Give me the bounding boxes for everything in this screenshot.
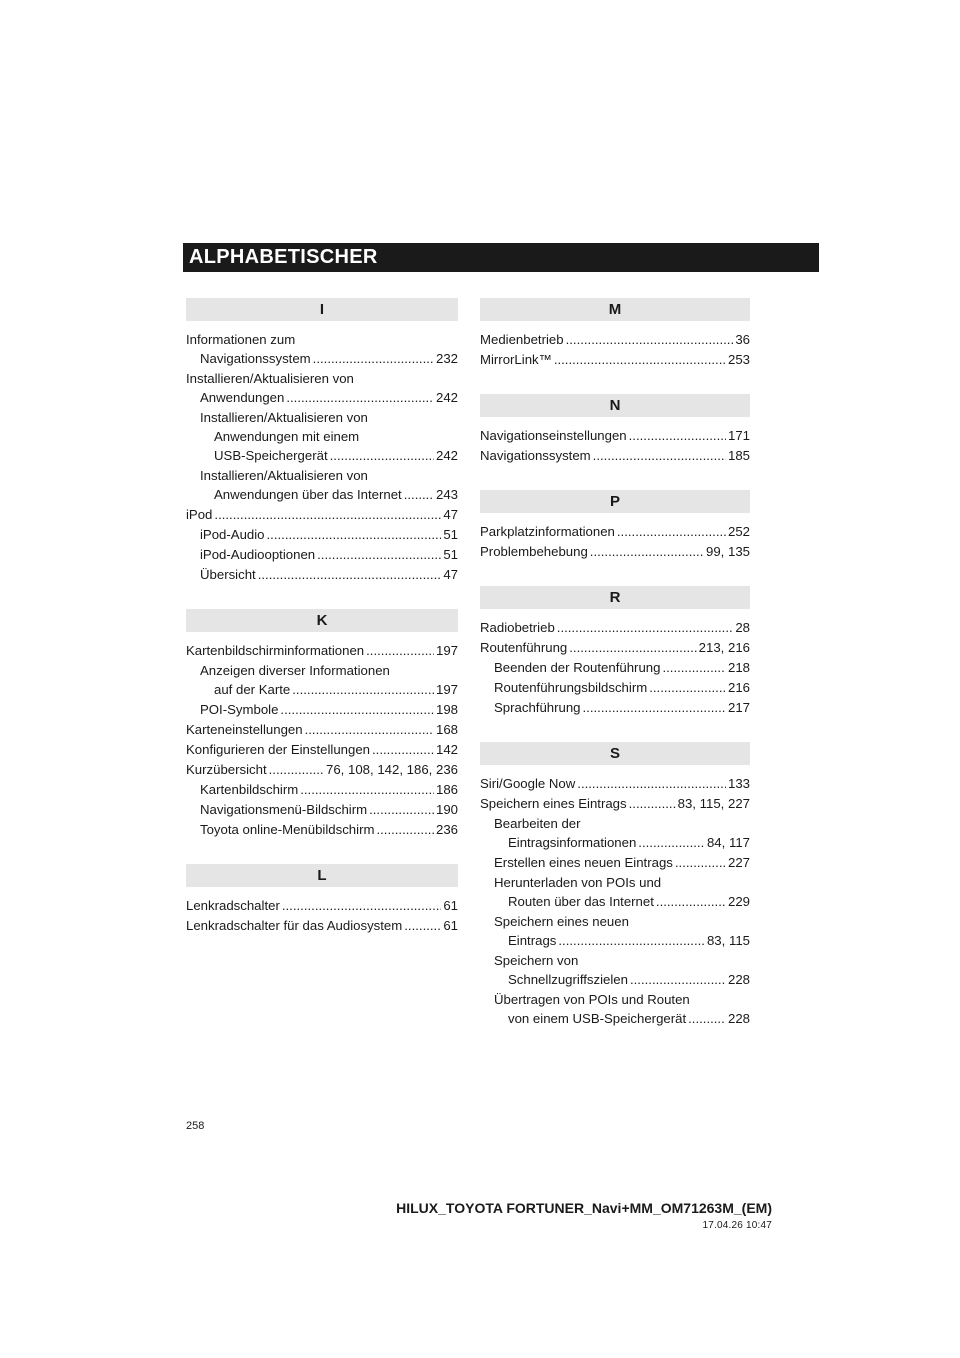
dot-leader bbox=[662, 658, 726, 677]
entry-row bbox=[494, 698, 750, 717]
entry-row bbox=[186, 740, 458, 759]
index-entry bbox=[186, 369, 458, 407]
entry-page-ref: 252 bbox=[727, 524, 750, 539]
index-entry bbox=[480, 426, 750, 445]
entry-page-ref: 197 bbox=[435, 682, 458, 697]
footer-document-id: HILUX_TOYOTA FORTUNER_Navi+MM_OM71263M_(EM) bbox=[396, 1200, 772, 1216]
entry-row bbox=[480, 350, 750, 369]
entry-page-ref: 185 bbox=[727, 448, 750, 463]
entry-page-ref: 217 bbox=[727, 700, 750, 715]
entry-page-ref: 242 bbox=[435, 390, 458, 405]
index-entry bbox=[480, 794, 750, 813]
dot-leader bbox=[590, 542, 704, 561]
index-entry bbox=[186, 525, 458, 544]
entry-row bbox=[480, 618, 750, 637]
entry-label: Eintragsinformationen bbox=[508, 835, 637, 850]
entry-heading-line: Informationen zum bbox=[186, 332, 296, 347]
entry-page-ref: 76, 108, 142, 186, 236 bbox=[326, 762, 458, 777]
index-entry bbox=[186, 408, 458, 465]
entry-label: Konfigurieren der Einstellungen bbox=[186, 742, 371, 757]
entry-row bbox=[494, 678, 750, 697]
dot-leader bbox=[554, 350, 726, 369]
dot-leader bbox=[282, 896, 441, 915]
dot-leader bbox=[629, 426, 726, 445]
entry-heading-line: Bearbeiten der bbox=[494, 816, 581, 831]
entry-label: USB-Speichergerät bbox=[214, 448, 328, 463]
dot-leader bbox=[630, 970, 726, 989]
entry-page-ref: 228 bbox=[727, 972, 750, 987]
dot-leader bbox=[292, 680, 434, 699]
dot-leader bbox=[675, 853, 726, 872]
entry-label: iPod bbox=[186, 507, 213, 522]
entry-page-ref: 61 bbox=[443, 898, 458, 913]
entry-label: Medienbetrieb bbox=[480, 332, 564, 347]
entry-row bbox=[494, 833, 750, 852]
index-entry bbox=[186, 820, 458, 839]
index-entry bbox=[480, 912, 750, 950]
index-entry bbox=[480, 853, 750, 872]
entry-row bbox=[200, 545, 458, 564]
index-entry bbox=[186, 641, 458, 660]
index-entry bbox=[186, 565, 458, 584]
entry-label: Lenkradschalter bbox=[186, 898, 280, 913]
dot-leader bbox=[269, 760, 324, 779]
footer-timestamp: 17.04.26 10:47 bbox=[702, 1220, 772, 1231]
index-section bbox=[186, 864, 458, 935]
entry-page-ref: 236 bbox=[435, 822, 458, 837]
dot-leader bbox=[280, 700, 434, 719]
entry-row bbox=[494, 970, 750, 989]
entry-row bbox=[480, 542, 750, 561]
entry-row bbox=[186, 760, 458, 779]
entry-page-ref: 190 bbox=[435, 802, 458, 817]
entry-heading-line: Anwendungen mit einem bbox=[214, 429, 360, 444]
dot-leader bbox=[688, 1009, 726, 1028]
dot-leader bbox=[629, 794, 676, 813]
index-entry bbox=[186, 505, 458, 524]
dot-leader bbox=[366, 641, 434, 660]
entry-row bbox=[200, 525, 458, 544]
section-header-bar bbox=[183, 243, 819, 272]
index-section bbox=[480, 394, 750, 465]
entry-page-ref: 197 bbox=[435, 643, 458, 658]
entry-row bbox=[200, 565, 458, 584]
index-column-right bbox=[480, 298, 750, 1053]
entry-heading-line: Speichern eines neuen bbox=[494, 914, 629, 929]
entry-label: Navigationsmenü-Bildschirm bbox=[200, 802, 368, 817]
entry-label: Anwendungen bbox=[200, 390, 285, 405]
entry-page-ref: 51 bbox=[443, 547, 458, 562]
entry-page-ref: 216 bbox=[727, 680, 750, 695]
dot-leader bbox=[286, 388, 434, 407]
dot-leader bbox=[569, 638, 696, 657]
entry-page-ref: 83, 115 bbox=[706, 933, 750, 948]
entry-row bbox=[494, 931, 750, 950]
entry-label: Kurzübersicht bbox=[186, 762, 267, 777]
entry-heading-line: Herunterladen von POIs und bbox=[494, 875, 662, 890]
entry-heading-line: Speichern von bbox=[494, 953, 579, 968]
entry-label: auf der Karte bbox=[214, 682, 291, 697]
entry-page-ref: 61 bbox=[443, 918, 458, 933]
index-entry bbox=[186, 700, 458, 719]
entry-row bbox=[186, 896, 458, 915]
section-header-title: ALPHABETISCHER bbox=[189, 246, 378, 268]
entry-page-ref: 142 bbox=[435, 742, 458, 757]
entry-row bbox=[480, 774, 750, 793]
entry-page-ref: 51 bbox=[443, 527, 458, 542]
entry-label: Eintrags bbox=[508, 933, 557, 948]
page-number: 258 bbox=[186, 1120, 205, 1132]
index-entry bbox=[480, 698, 750, 717]
entry-page-ref: 242 bbox=[435, 448, 458, 463]
section-letter: M bbox=[480, 298, 750, 321]
section-letter: L bbox=[186, 864, 458, 887]
entry-label: MirrorLink™ bbox=[480, 352, 552, 367]
entry-label: Radiobetrieb bbox=[480, 620, 555, 635]
dot-leader bbox=[305, 720, 434, 739]
entry-label: iPod-Audio bbox=[200, 527, 265, 542]
entry-label: Anwendungen über das Internet bbox=[214, 487, 402, 502]
entry-heading-line: Installieren/Aktualisieren von bbox=[186, 371, 354, 386]
index-section bbox=[480, 586, 750, 717]
section-letter: S bbox=[480, 742, 750, 765]
entry-label: iPod-Audiooptionen bbox=[200, 547, 316, 562]
dot-leader bbox=[330, 446, 434, 465]
entry-page-ref: 47 bbox=[443, 567, 458, 582]
entry-label: von einem USB-Speichergerät bbox=[508, 1011, 687, 1026]
entry-page-ref: 133 bbox=[727, 776, 750, 791]
entry-page-ref: 83, 115, 227 bbox=[677, 796, 750, 811]
entry-heading-line: Installieren/Aktualisieren von bbox=[200, 468, 368, 483]
entry-label: Navigationseinstellungen bbox=[480, 428, 627, 443]
index-section bbox=[186, 298, 458, 584]
entry-page-ref: 168 bbox=[435, 722, 458, 737]
dot-leader bbox=[404, 916, 441, 935]
dot-leader bbox=[617, 522, 726, 541]
dot-leader bbox=[214, 505, 441, 524]
entry-label: POI-Symbole bbox=[200, 702, 279, 717]
index-entry bbox=[480, 542, 750, 561]
entry-label: Lenkradschalter für das Audiosystem bbox=[186, 918, 403, 933]
dot-leader bbox=[258, 565, 442, 584]
entry-label: Speichern eines Eintrags bbox=[480, 796, 627, 811]
index-entry bbox=[186, 720, 458, 739]
entry-row bbox=[186, 388, 458, 407]
section-letter: R bbox=[480, 586, 750, 609]
entry-row bbox=[200, 820, 458, 839]
index-section bbox=[480, 742, 750, 1028]
entry-row bbox=[494, 658, 750, 677]
entry-heading-line: Anzeigen diverser Informationen bbox=[200, 663, 390, 678]
dot-leader bbox=[404, 485, 434, 504]
entry-heading-line: Übertragen von POIs und Routen bbox=[494, 992, 690, 1007]
index-entry bbox=[480, 350, 750, 369]
entry-page-ref: 84, 117 bbox=[706, 835, 750, 850]
dot-leader bbox=[649, 678, 726, 697]
entry-page-ref: 171 bbox=[727, 428, 750, 443]
entry-label: Beenden der Routenführung bbox=[494, 660, 661, 675]
entry-row bbox=[480, 638, 750, 657]
index-entry bbox=[480, 774, 750, 793]
entry-row bbox=[186, 916, 458, 935]
entry-label: Siri/Google Now bbox=[480, 776, 576, 791]
entry-row bbox=[494, 892, 750, 911]
entry-page-ref: 186 bbox=[435, 782, 458, 797]
index-entry bbox=[186, 780, 458, 799]
entry-label: Kartenbildschirm bbox=[200, 782, 299, 797]
index-entry bbox=[186, 740, 458, 759]
dot-leader bbox=[300, 780, 434, 799]
entry-page-ref: 227 bbox=[727, 855, 750, 870]
entry-label: Routenführung bbox=[480, 640, 568, 655]
entry-page-ref: 229 bbox=[727, 894, 750, 909]
entry-page-ref: 218 bbox=[727, 660, 750, 675]
entry-row bbox=[200, 446, 458, 465]
entry-label: Toyota online-Menübildschirm bbox=[200, 822, 375, 837]
entry-page-ref: 36 bbox=[735, 332, 750, 347]
entry-row bbox=[186, 349, 458, 368]
entry-label: Karteneinstellungen bbox=[186, 722, 303, 737]
entry-row bbox=[200, 700, 458, 719]
dot-leader bbox=[376, 820, 434, 839]
dot-leader bbox=[583, 698, 726, 717]
entry-page-ref: 47 bbox=[443, 507, 458, 522]
entry-page-ref: 198 bbox=[435, 702, 458, 717]
index-entry bbox=[186, 466, 458, 504]
dot-leader bbox=[372, 740, 434, 759]
index-entry bbox=[186, 545, 458, 564]
dot-leader bbox=[557, 618, 734, 637]
dot-leader bbox=[558, 931, 705, 950]
index-entry bbox=[480, 638, 750, 657]
entry-label: Parkplatzinformationen bbox=[480, 524, 615, 539]
entry-row bbox=[480, 426, 750, 445]
index-entry bbox=[480, 678, 750, 697]
entry-page-ref: 28 bbox=[735, 620, 750, 635]
entry-row bbox=[186, 641, 458, 660]
index-section bbox=[480, 298, 750, 369]
entry-page-ref: 213, 216 bbox=[698, 640, 750, 655]
entry-label: Navigationssystem bbox=[480, 448, 591, 463]
index-entry bbox=[480, 330, 750, 349]
entry-row bbox=[480, 446, 750, 465]
index-entry bbox=[186, 760, 458, 779]
dot-leader bbox=[593, 446, 726, 465]
index-entry bbox=[480, 990, 750, 1028]
index-column-left bbox=[186, 298, 458, 960]
entry-page-ref: 243 bbox=[435, 487, 458, 502]
entry-label: Schnellzugriffszielen bbox=[508, 972, 628, 987]
index-entry bbox=[480, 873, 750, 911]
entry-label: Erstellen eines neuen Eintrags bbox=[494, 855, 673, 870]
entry-page-ref: 253 bbox=[727, 352, 750, 367]
section-letter: N bbox=[480, 394, 750, 417]
entry-page-ref: 228 bbox=[727, 1011, 750, 1026]
entry-label: Routenführungsbildschirm bbox=[494, 680, 648, 695]
entry-row bbox=[200, 485, 458, 504]
section-letter: K bbox=[186, 609, 458, 632]
entry-label: Navigationssystem bbox=[200, 351, 311, 366]
index-entry bbox=[186, 916, 458, 935]
entry-label: Kartenbildschirminformationen bbox=[186, 643, 365, 658]
entry-row bbox=[200, 780, 458, 799]
entry-page-ref: 99, 135 bbox=[706, 544, 750, 559]
index-entry bbox=[186, 896, 458, 915]
dot-leader bbox=[369, 800, 434, 819]
entry-label: Übersicht bbox=[200, 567, 256, 582]
index-section bbox=[480, 490, 750, 561]
entry-row bbox=[494, 1009, 750, 1028]
index-entry bbox=[186, 800, 458, 819]
entry-row bbox=[200, 800, 458, 819]
index-entry bbox=[186, 330, 458, 368]
index-entry bbox=[480, 814, 750, 852]
index-entry bbox=[480, 951, 750, 989]
index-entry bbox=[480, 658, 750, 677]
index-section bbox=[186, 609, 458, 839]
entry-label: Problembehebung bbox=[480, 544, 588, 559]
index-entry bbox=[480, 618, 750, 637]
entry-row bbox=[480, 330, 750, 349]
entry-row bbox=[480, 794, 750, 813]
index-entry bbox=[480, 446, 750, 465]
dot-leader bbox=[638, 833, 705, 852]
entry-label: Sprachführung bbox=[494, 700, 581, 715]
dot-leader bbox=[313, 349, 434, 368]
index-entry bbox=[186, 661, 458, 699]
dot-leader bbox=[577, 774, 726, 793]
entry-row bbox=[186, 720, 458, 739]
dot-leader bbox=[267, 525, 442, 544]
section-letter: P bbox=[480, 490, 750, 513]
section-letter: I bbox=[186, 298, 458, 321]
entry-row bbox=[480, 522, 750, 541]
entry-label: Routen über das Internet bbox=[508, 894, 654, 909]
entry-row bbox=[200, 680, 458, 699]
entry-heading-line: Installieren/Aktualisieren von bbox=[200, 410, 368, 425]
dot-leader bbox=[317, 545, 441, 564]
entry-page-ref: 232 bbox=[435, 351, 458, 366]
dot-leader bbox=[656, 892, 726, 911]
index-entry bbox=[480, 522, 750, 541]
dot-leader bbox=[566, 330, 734, 349]
entry-row bbox=[494, 853, 750, 872]
entry-row bbox=[186, 505, 458, 524]
